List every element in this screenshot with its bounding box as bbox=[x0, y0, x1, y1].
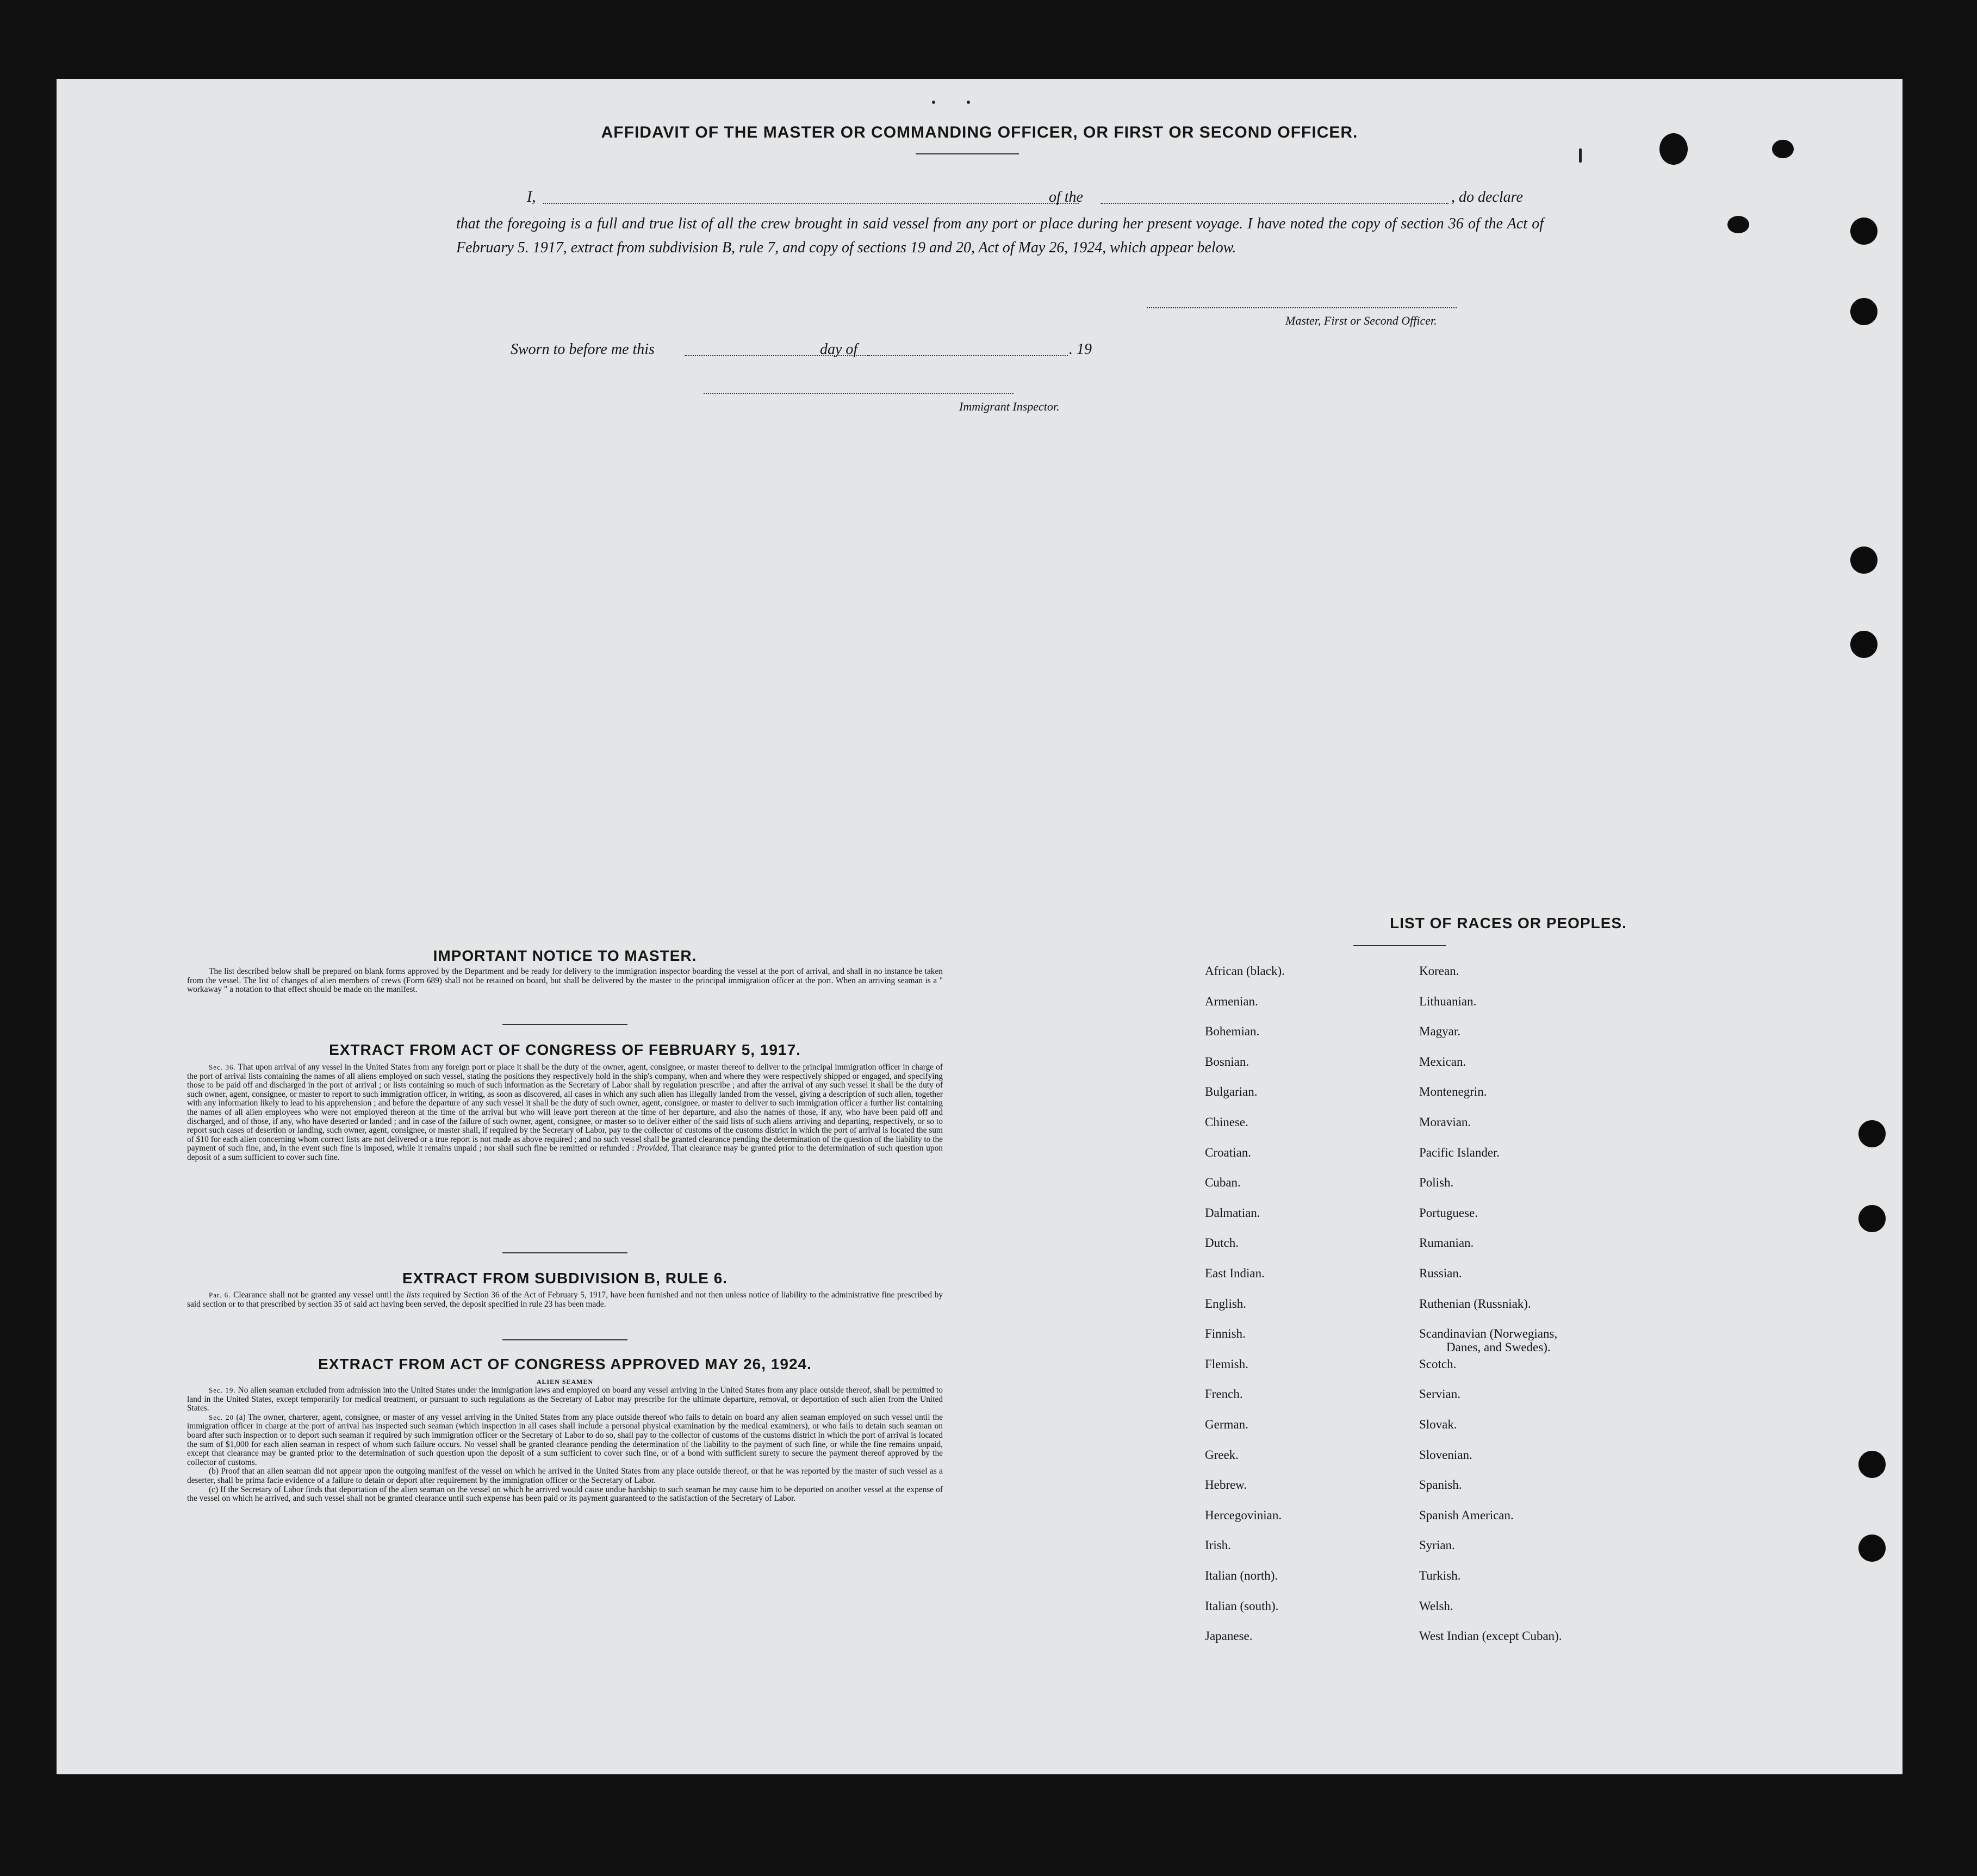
ink-blot bbox=[1772, 140, 1794, 158]
race-item: Scandinavian (Norwegians, bbox=[1419, 1327, 1558, 1341]
punch-hole bbox=[1850, 298, 1877, 325]
race-item: East Indian. bbox=[1205, 1266, 1265, 1280]
race-item: Portuguese. bbox=[1419, 1206, 1478, 1220]
race-item: Polish. bbox=[1419, 1176, 1454, 1190]
race-item: Bulgarian. bbox=[1205, 1085, 1258, 1099]
race-item: Croatian. bbox=[1205, 1145, 1251, 1159]
race-item: Bosnian. bbox=[1205, 1054, 1249, 1069]
race-item: Turkish. bbox=[1419, 1569, 1461, 1582]
race-item: Greek. bbox=[1205, 1448, 1239, 1462]
race-item: Flemish. bbox=[1205, 1357, 1248, 1371]
affidavit-statement: that the foregoing is a full and true list of all the crew brought in said vessel from any port or place during her present voyage. I have noted the copy of section 36 of the Act of February 5. 1917, extract from subdivision B, rule 7, and copy of sections 19 and 20, Act of May 26, 1924, which appear below. bbox=[456, 215, 1544, 256]
race-item: Pacific Islander. bbox=[1419, 1145, 1500, 1159]
race-item: West Indian (except Cuban). bbox=[1419, 1629, 1562, 1643]
race-item: Syrian. bbox=[1419, 1538, 1455, 1552]
punch-hole bbox=[1850, 631, 1877, 658]
race-item: Welsh. bbox=[1419, 1599, 1453, 1613]
extract-1924-title: EXTRACT FROM ACT OF CONGRESS APPROVED MAY 26, 1924. bbox=[318, 1356, 812, 1372]
extract-rule6-text: Par. 6. Clearance shall not be granted any vessel until the lists required by Section 36 of the Act of February 5, 1917, have been furnished and not then unless notice of liability to the administrative fine prescribed by said section or to that prescribed by section 35 of said act having been served, the deposit specified in rule 23 has been made. bbox=[187, 1290, 943, 1309]
sworn-label: Sworn to before me this bbox=[511, 341, 655, 358]
race-item: Servian. bbox=[1419, 1387, 1461, 1401]
ink-speck bbox=[967, 101, 970, 104]
race-item: Slovenian. bbox=[1419, 1448, 1472, 1462]
notice-title: IMPORTANT NOTICE TO MASTER. bbox=[433, 947, 697, 964]
race-item: Danes, and Swedes). bbox=[1446, 1340, 1551, 1355]
race-item: Spanish. bbox=[1419, 1478, 1462, 1492]
divider bbox=[502, 1339, 627, 1340]
ink-speck bbox=[932, 101, 935, 104]
sworn-day-of-label: day of bbox=[820, 341, 858, 358]
extract-1917-title: EXTRACT FROM ACT OF CONGRESS OF FEBRUARY 5, 1917. bbox=[329, 1041, 801, 1058]
race-item: Russian. bbox=[1419, 1266, 1462, 1280]
sworn-month-field[interactable] bbox=[867, 355, 1068, 356]
affidavit-title: AFFIDAVIT OF THE MASTER OR COMMANDING OFFICER, OR FIRST OR SECOND OFFICER. bbox=[601, 123, 1358, 141]
race-item: Spanish American. bbox=[1419, 1508, 1514, 1522]
divider bbox=[502, 1024, 627, 1025]
declarant-name-field[interactable] bbox=[543, 203, 1079, 204]
race-item: Korean. bbox=[1419, 964, 1459, 978]
punch-hole bbox=[1850, 218, 1877, 245]
inspector-signature-field[interactable] bbox=[704, 393, 1014, 394]
punch-hole bbox=[1858, 1205, 1886, 1232]
affidavit-declarant-label: I, bbox=[527, 189, 536, 206]
race-item: Montenegrin. bbox=[1419, 1085, 1487, 1099]
race-item: Bohemian. bbox=[1205, 1024, 1260, 1039]
vessel-name-field[interactable] bbox=[1101, 203, 1448, 204]
race-item: Armenian. bbox=[1205, 994, 1258, 1008]
punch-hole bbox=[1858, 1535, 1886, 1562]
race-item: French. bbox=[1205, 1387, 1243, 1401]
race-item: Italian (south). bbox=[1205, 1599, 1279, 1613]
sworn-year-label: . 19 bbox=[1069, 341, 1092, 358]
race-item: German. bbox=[1205, 1418, 1248, 1431]
race-item: Magyar. bbox=[1419, 1024, 1461, 1039]
race-item: Japanese. bbox=[1205, 1629, 1253, 1643]
punch-hole bbox=[1850, 546, 1877, 574]
extract-1917-text: Sec. 36. That upon arrival of any vessel in the United States from any foreign port or place it shall be the duty of the owner, agent, consignee, or master thereof to deliver to the principal immigration officer in charge of the port of arrival lists containing the names of all aliens employed on such vessel, stating the positions they respectively hold in the ship's company, when and where they were respectively shipped or engaged, and specifying those to be paid off and discharged in the port of arrival ; or lists containing so much of such information as the Secretary of Labor shall by regulation prescribe ; and after the arrival of any such vessel it shall be the duty of such owner, agent, consignee, or master to report to such immigration officer, in writing, as soon as discovered, all cases in which any such alien has illegally landed from the vessel, giving a description of such alien, together with any information likely to lead to his apprehension ; and before the departure of any such vessel it shall be the duty of such owner, agent, consignee, or master to deliver to such immigration officer a further list containing the names of all alien employees who were not employed thereon at the time of the arrival but who will leave port thereon at the time of her departure, and also the names of those, if any, who have been paid off and discharged, and of those, if any, who have deserted or landed ; and in case of the failure of such owner, agent, consignee, or master so to deliver either of the said lists of such aliens arriving and departing, respectively, or so to report such cases of desertion or landing, such owner, agent, consignee, or master shall, if required by the Secretary of Labor, pay to the collector of customs of the customs district in which the port of arrival is located the sum of $10 for each alien concerning whom correct lists are not delivered or a true report is not made as above required ; and no such vessel shall be granted clearance pending the determination of the question of the liability to the payment of such fine, and, in the event such fine is imposed, while it remains unpaid ; nor shall such fine be remitted or refunded : Provided, That clearance may be granted prior to the determination of such question upon deposit of a sum sufficient to cover such fine. bbox=[187, 1063, 943, 1162]
race-item: Moravian. bbox=[1419, 1115, 1471, 1129]
punch-hole bbox=[1858, 1120, 1886, 1147]
race-item: Irish. bbox=[1205, 1538, 1231, 1552]
affidavit-of-the-label: of the bbox=[1049, 189, 1083, 206]
extract-1924-text: Sec. 19. No alien seaman excluded from admission into the United States under the immigration laws and employed on board any vessel arriving in the United States from any place outside thereof, shall be permitted to land in the United States, except temporarily for medical treatment, or pursuant to such regulations as the Secretary of Labor may prescribe for the ultimate departure, removal, or deportation of such alien from the United States. Sec. 20 (a) The owner, charterer, agent, consignee, or master of any vessel arriving in the United States from any place outside thereof who fails to detain on board any alien seaman employed on such vessel until the immigration officer in charge at the port of arrival has inspected such seaman (which inspection in all cases shall include a personal physical examination by the medical examiners), or who fails to detain such seaman on board after such inspection or to deport such seaman if required by such immigration officer or the Secretary of Labor to do so, shall pay to the collector of customs of the customs district in which the port of arrival is located the sum of $1,000 for each alien seaman in respect of whom such failure occurs. No vessel shall be granted clearance pending the determination of the liability to the payment of such fine, or while the fine remains unpaid, except that clearance may be granted prior to the determination of such question upon the deposit of a sum sufficient to cover such fine, or of a bond with sufficient surety to secure the payment thereof approved by the collector of customs. (b) Proof that an alien seaman did not appear upon the outgoing manifest of the vessel on which he arrived in the United States from any place outside thereof, or that he was reported by the master of such vessel as a deserter, shall be prima facie evidence of a failure to detain or deport after requirement by the immigration officer or the Secretary of Labor. (c) If the Secretary of Labor finds that deportation of the alien seaman on the vessel on which he arrived would cause undue hardship to such seaman he may cause him to be deported on another vessel at the expense of the vessel on which he arrived, and such vessel shall not be granted clearance until such expense has been paid or its payment guaranteed to the satisfaction of the Secretary of Labor. bbox=[187, 1386, 943, 1504]
race-item: Dutch. bbox=[1205, 1236, 1239, 1250]
notice-text: The list described below shall be prepared on blank forms approved by the Department and be ready for delivery to the immigration inspector boarding the vessel at the port of arrival, and shall in no instance be taken from the vessel. The list of changes of alien members of crews (Form 689) shall not be retained on board, but shall be delivered by the master to the principal immigration officer at the port. When an arriving seaman is a " workaway " a notation to that effect should be made on the manifest. bbox=[187, 967, 943, 995]
extract-rule6-title: EXTRACT FROM SUBDIVISION B, RULE 6. bbox=[402, 1270, 728, 1287]
ink-blot bbox=[1727, 216, 1749, 233]
race-item: Hebrew. bbox=[1205, 1478, 1247, 1492]
race-item: English. bbox=[1205, 1296, 1247, 1310]
race-item: Scotch. bbox=[1419, 1357, 1457, 1371]
race-item: Slovak. bbox=[1419, 1418, 1457, 1431]
race-item: Mexican. bbox=[1419, 1054, 1466, 1069]
race-item: Finnish. bbox=[1205, 1327, 1246, 1341]
race-item: Lithuanian. bbox=[1419, 994, 1477, 1008]
title-divider bbox=[916, 153, 1019, 154]
alien-seamen-subtitle: ALIEN SEAMEN bbox=[536, 1378, 594, 1386]
race-item: Chinese. bbox=[1205, 1115, 1248, 1129]
race-item: Rumanian. bbox=[1419, 1236, 1474, 1250]
race-item: Cuban. bbox=[1205, 1176, 1241, 1190]
affidavit-declare-label: , do declare bbox=[1451, 189, 1523, 206]
ink-blot bbox=[1659, 133, 1688, 165]
master-signature-field[interactable] bbox=[1147, 307, 1457, 308]
race-item: Italian (north). bbox=[1205, 1569, 1278, 1582]
races-divider bbox=[1353, 945, 1446, 946]
race-item: African (black). bbox=[1205, 964, 1285, 978]
master-signature-caption: Master, First or Second Officer. bbox=[1285, 314, 1437, 327]
inspector-signature-caption: Immigrant Inspector. bbox=[959, 400, 1060, 413]
punch-hole bbox=[1858, 1451, 1886, 1478]
race-item: Dalmatian. bbox=[1205, 1206, 1260, 1220]
race-item: Ruthenian (Russniak). bbox=[1419, 1296, 1531, 1310]
races-title: LIST OF RACES OR PEOPLES. bbox=[1390, 915, 1627, 931]
document-page bbox=[57, 79, 1903, 1774]
race-item: Hercegovinian. bbox=[1205, 1508, 1282, 1522]
ink-mark bbox=[1579, 148, 1582, 163]
divider bbox=[502, 1252, 627, 1253]
